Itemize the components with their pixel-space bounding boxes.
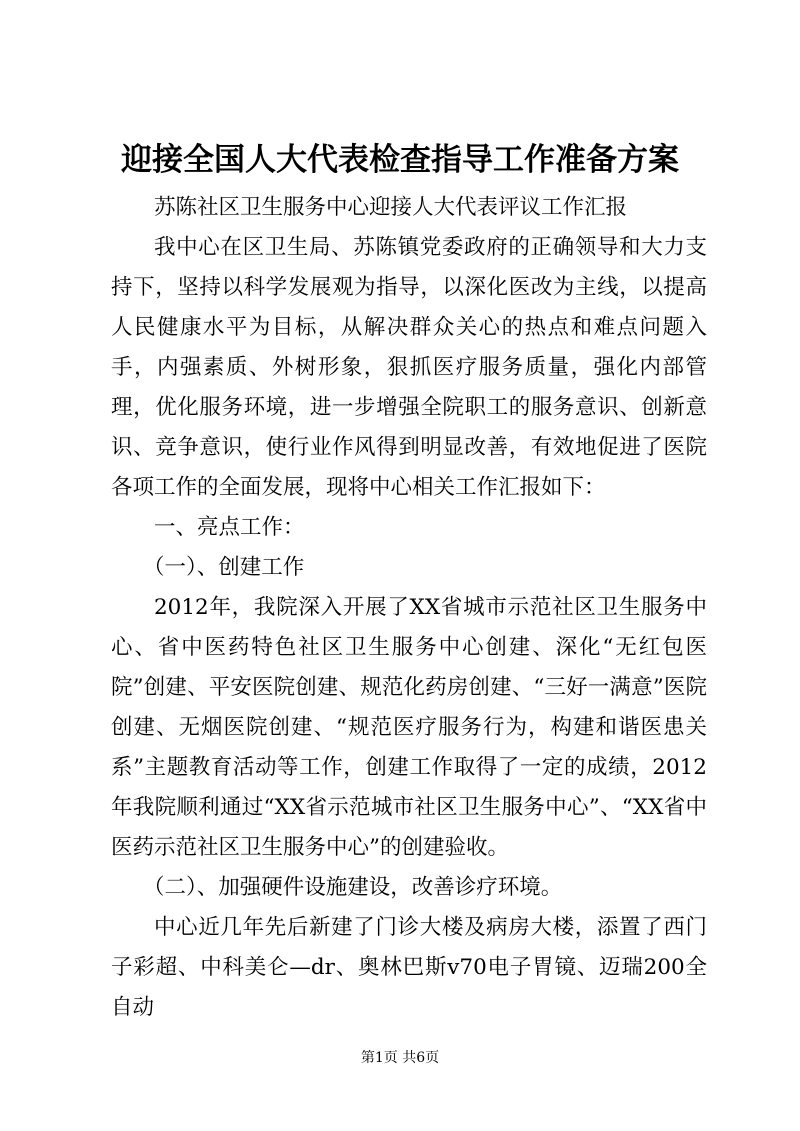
creation-work-paragraph: 2012年，我院深入开展了XX省城市示范社区卫生服务中心、省中医药特色社区卫生服务中心创建、深化“无红包医院”创建、平安医院创建、规范化药房创建、“三好一满意”医院创建、无烟医院创建、“规范医疗服务行为，构建和谐医患关系”主题教育活动等工作，创建工作取得了一定的成绩，2012年我院顺利通过“XX省示范城市社区卫生服务中心”、“XX省中医药示范社区卫生服务中心”的创建验收。 xyxy=(111,595,707,860)
section-heading: 一、亮点工作： xyxy=(154,515,305,540)
hardware-paragraph: 中心近几年先后新建了门诊大楼及病房大楼，添置了西门子彩超、中科美仑—dr、奥林巴斯v70电子胃镜、迈瑞200全自动 xyxy=(111,915,707,1020)
document-body xyxy=(111,188,707,1028)
intro-paragraph: 我中心在区卫生局、苏陈镇党委政府的正确领导和大力支持下，坚持以科学发展观为指导，以深化医改为主线，以提高人民健康水平为目标，从解决群众关心的热点和难点问题入手，内强素质、外树形象，狠抓医疗服务质量，强化内部管理，优化服务环境，进一步增强全院职工的服务意识、创新意识、竞争意识，使行业作风得到明显改善，有效地促进了医院各项工作的全面发展，现将中心相关工作汇报如下： xyxy=(111,235,707,500)
subsection-heading-1: （一）、创建工作 xyxy=(143,555,305,580)
document-title: 迎接全国人大代表检查指导工作准备方案 xyxy=(121,142,679,178)
page-number-footer: 第1页 共6页 xyxy=(360,1050,440,1066)
subtitle-paragraph: 苏陈社区卫生服务中心迎接人大代表评议工作汇报 xyxy=(154,195,628,220)
subsection-heading-2: （二）、加强硬件设施建设，改善诊疗环境。 xyxy=(143,875,563,900)
